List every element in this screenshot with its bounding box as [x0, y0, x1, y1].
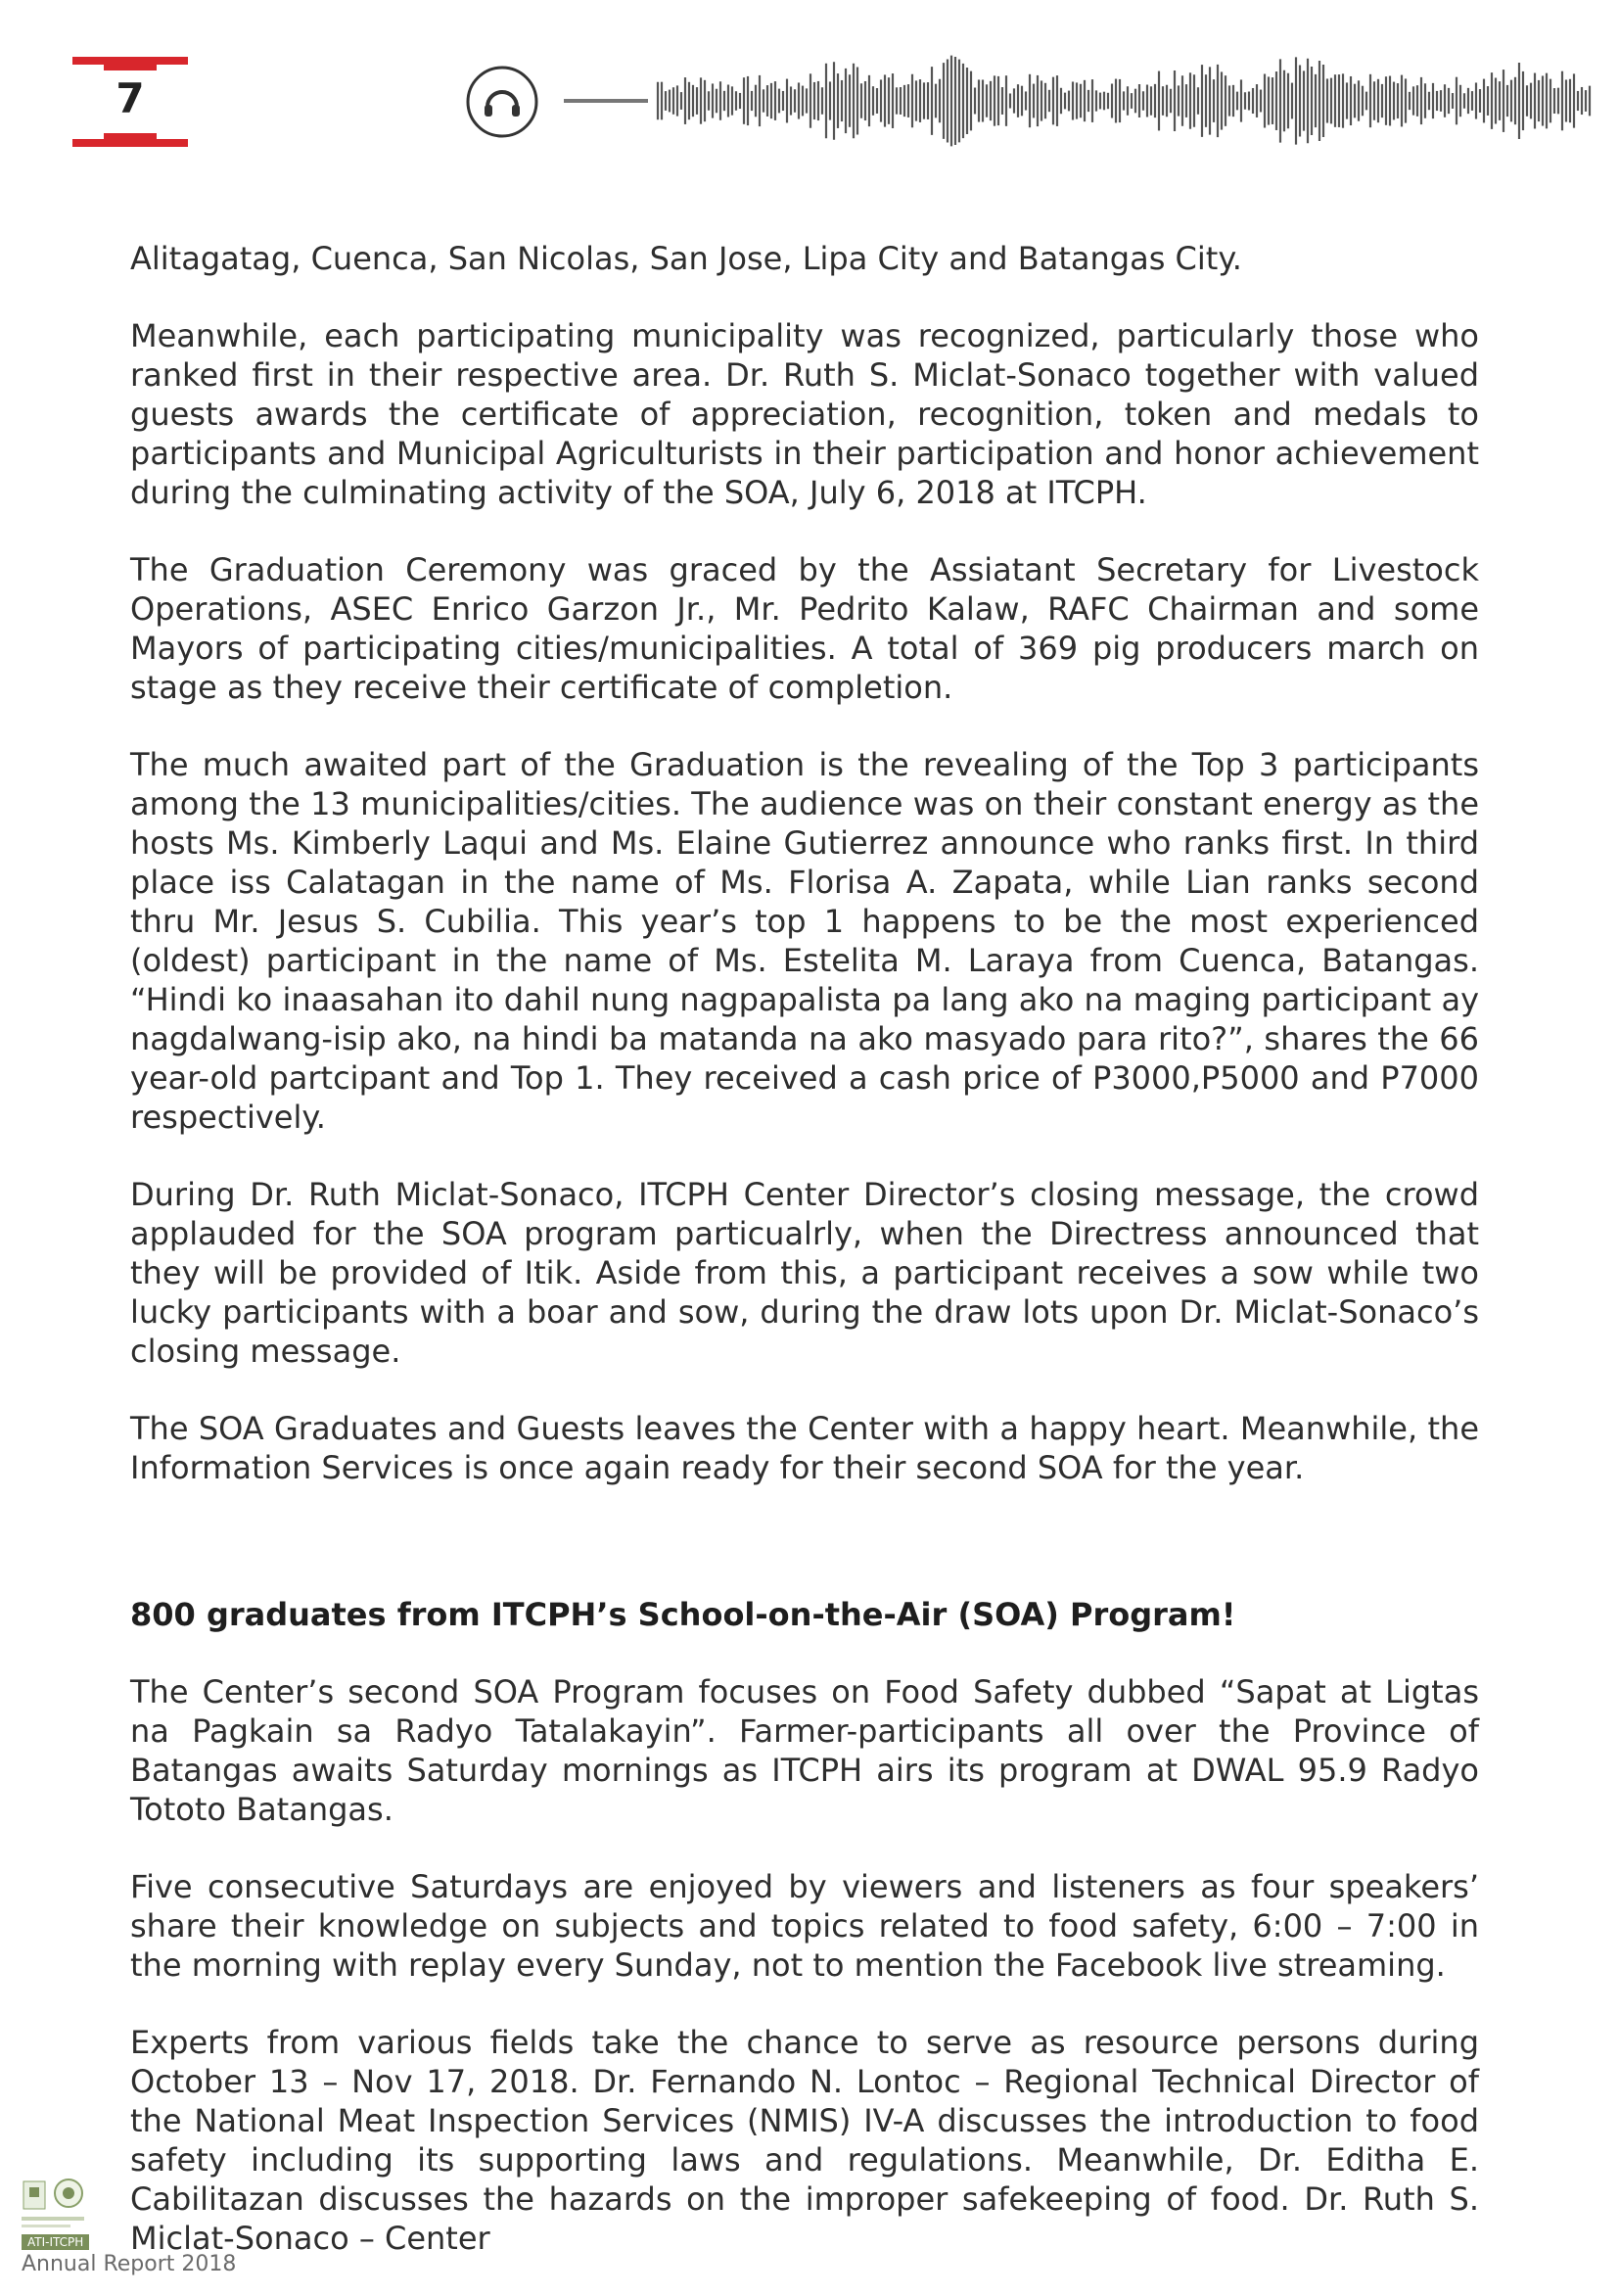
- page-number-top-bar: [72, 57, 188, 65]
- paragraph: The Graduation Ceremony was graced by the Assiatant Secretary for Livestock Operations, ASEC Enrico Garzon Jr., Mr. Pedrito Kalaw, RAFC Chairman and some Mayors of participating cities/municipalities. A total of 369 pig producers march on stage as they receive their certificate of completion.: [130, 551, 1479, 706]
- paragraph: The SOA Graduates and Guests leaves the Center with a happy heart. Meanwhile, the Information Services is once again ready for their second SOA for the year.: [130, 1410, 1479, 1486]
- paragraph: The Center’s second SOA Program focuses on Food Safety dubbed “Sapat at Ligtas na Pagkain sa Radyo Tatalakayin”. Farmer-participants all over the Province of Batangas awaits Saturday mornings as ITCPH airs its program at DWAL 95.9 Radyo Tototo Batangas.: [130, 1673, 1479, 1828]
- paragraph: Five consecutive Saturdays are enjoyed by viewers and listeners as four speakers’ share their knowledge on subjects and topics related to food safety, 6:00 – 7:00 in the morning with replay every Sunday, not to mention the Facebook live streaming.: [130, 1868, 1479, 1984]
- paragraph: Alitagatag, Cuenca, San Nicolas, San Jose, Lipa City and Batangas City.: [130, 240, 1242, 277]
- paragraph: The much awaited part of the Graduation is the revealing of the Top 3 participants among the 13 municipalities/cities. The audience was on their constant energy as the hosts Ms. Kimberly Laqui and Ms. Elaine Gutierrez announce who ranks first. In third place iss Calatagan in the name of Ms. Florisa A. Zapata, while Lian ranks second thru Mr. Jesus S. Cubilia. This year’s top 1 happens to be the most experienced (oldest) participant in the name of Ms. Estelita M. Laraya from Cuenca, Batangas. “Hindi ko inaasahan ito dahil nung nagpapalista pa lang ako na maging participant ay nagdalwang-isip ako, na hindi ba matanda na ako masyado para rito?”, shares the 66 year-old partcipant and Top 1. They received a cash price of P3000,P5000 and P7000 respectively.: [130, 746, 1479, 1136]
- page-number: 7: [116, 74, 145, 122]
- article-body: [130, 239, 1479, 2296]
- headphones-icon: [464, 64, 540, 140]
- footer-organization-tag: ATI-ITCPH: [22, 2234, 89, 2250]
- page-number-badge: [72, 57, 188, 147]
- paragraph: During Dr. Ruth Miclat-Sonaco, ITCPH Center Director’s closing message, the crowd applauded for the SOA program particualrly, when the Directress announced that they will be provided of Itik. Aside from this, a participant receives a sow while two lucky participants with a boar and sow, during the draw lots upon Dr. Miclat-Sonaco’s closing message.: [130, 1176, 1479, 1370]
- organization-logos: [20, 2176, 88, 2234]
- paragraph: Meanwhile, each participating municipality was recognized, particularly those who ranked first in their respective area. Dr. Ruth S. Miclat-Sonaco together with valued guests awards the certificate of appreciation, recognition, token and medals to participants and Municipal Agriculturists in their participation and honor achievement during the culminating activity of the SOA, July 6, 2018 at ITCPH.: [130, 317, 1479, 511]
- paragraph: Experts from various fields take the chance to serve as resource persons during October 13 – Nov 17, 2018. Dr. Fernando N. Lontoc – Regional Technical Director of the National Meat Inspection Services (NMIS) IV-A discusses the introduction to food safety including its supporting laws and regulations. Meanwhile, Dr. Editha E. Cabilitazan discusses the hazards on the improper safekeeping of food. Dr. Ruth S. Miclat-Sonaco – Center: [130, 2024, 1479, 2257]
- footer-report-title: Annual Report 2018: [22, 2252, 237, 2276]
- section-heading: 800 graduates from ITCPH’s School-on-the-Air (SOA) Program!: [130, 1596, 1236, 1633]
- page-number-top-stub: [104, 65, 157, 70]
- audio-waveform: [560, 29, 1597, 176]
- page-number-bottom-bar: [72, 139, 188, 147]
